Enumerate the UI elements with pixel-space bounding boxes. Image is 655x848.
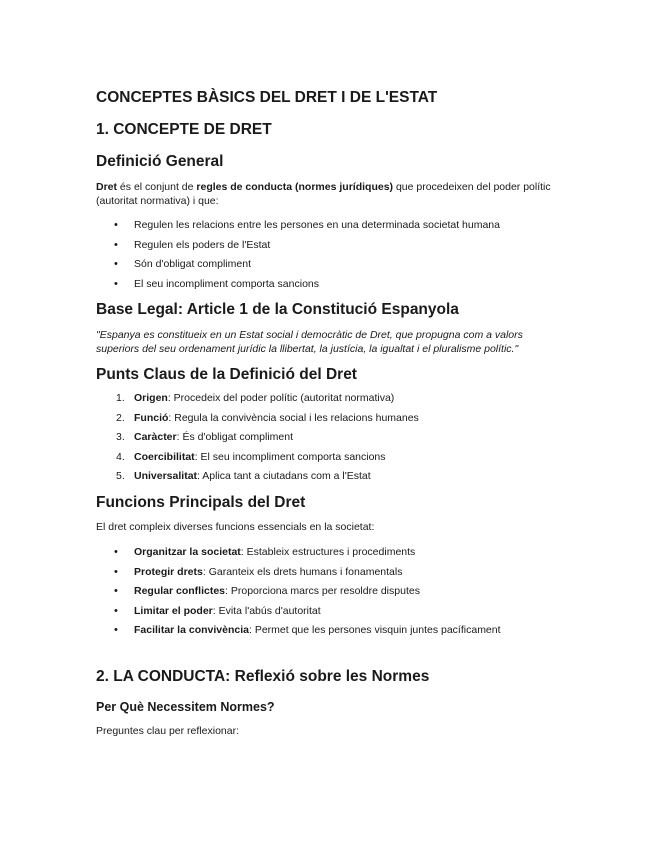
item-label: Limitar el poder <box>134 604 213 617</box>
section-1-heading: 1. CONCEPTE DE DRET <box>96 121 272 138</box>
definicio-bold: regles de conducta (normes jurídiques) <box>196 181 394 193</box>
item-text: : Permet que les persones visquin juntes pacíficament <box>248 624 501 636</box>
item-number: 5. <box>116 470 125 482</box>
item-label: Universalitat <box>134 470 198 482</box>
list-item <box>96 469 419 489</box>
funcions-list <box>96 545 501 643</box>
funcions-intro: El dret compleix diverses funcions essencials en la societat: <box>96 521 375 533</box>
item-label: Origen <box>134 392 168 404</box>
preguntes-intro: Preguntes clau per reflexionar: <box>96 725 239 737</box>
definicio-text-a: és el conjunt de <box>117 181 197 193</box>
item-label: Protegir drets <box>134 565 203 578</box>
item-label: Caràcter <box>134 431 177 443</box>
list-item <box>96 545 501 565</box>
item-number: 4. <box>116 450 125 463</box>
list-item <box>96 584 501 604</box>
list-item <box>96 411 419 431</box>
base-legal-heading: Base Legal: Article 1 de la Constitució Espanyola <box>96 301 459 318</box>
item-label: Facilitar la convivència <box>134 624 249 636</box>
item-text: : Aplica tant a ciutadans com a l'Estat <box>197 470 371 482</box>
list-item: • Regulen els poders de l'Estat <box>96 238 500 258</box>
constitution-quote: "Espanya es constitueix en un Estat social i democràtic de Dret, que propugna com a valors superiors del seu ordenament jurídic la llibertat, la justícia, la igualtat i el pluralisme polític." <box>96 329 523 355</box>
item-text: : Evita l'abús d'autoritat <box>212 604 321 617</box>
item-text: : Garanteix els drets humans i fonamentals <box>202 565 403 578</box>
item-label: Coercibilitat <box>134 450 195 463</box>
item-number: 1. <box>116 392 125 404</box>
list-item <box>96 430 419 450</box>
item-number: 3. <box>116 431 125 443</box>
item-label: Funció <box>134 411 169 424</box>
definicio-text-c: que procedeixen del poder polític (autoritat normativa) i que: <box>96 181 551 207</box>
term-dret: Dret <box>96 181 118 193</box>
list-item: • Són d'obligat compliment <box>96 257 500 277</box>
list-item <box>96 565 501 585</box>
list-item <box>96 450 419 470</box>
item-text: : Procedeix del poder polític (autoritat normativa) <box>167 392 395 404</box>
definicio-heading: Definició General <box>96 153 224 170</box>
per-que-heading: Per Què Necessitem Normes? <box>96 700 275 714</box>
definicio-paragraph <box>96 180 566 208</box>
punts-claus-heading: Punts Claus de la Definició del Dret <box>96 366 357 383</box>
definicio-list <box>96 218 500 296</box>
section-2-heading: 2. LA CONDUCTA: Reflexió sobre les Normes <box>96 668 430 685</box>
document-title: CONCEPTES BÀSICS DEL DRET I DE L'ESTAT <box>96 89 438 106</box>
list-item <box>96 623 501 643</box>
list-item: • El seu incompliment comporta sancions <box>96 277 500 297</box>
item-number: 2. <box>116 411 125 424</box>
list-item: • Regulen les relacions entre les persones en una determinada societat humana <box>96 218 500 238</box>
funcions-heading: Funcions Principals del Dret <box>96 494 306 511</box>
item-text: : Estableix estructures i procediments <box>240 546 416 558</box>
item-text: : És d'obligat compliment <box>176 431 294 443</box>
list-item <box>96 604 501 624</box>
item-text: : El seu incompliment comporta sancions <box>194 450 386 463</box>
punts-claus-list <box>96 391 419 489</box>
item-label: Regular conflictes <box>134 585 226 597</box>
item-text: : Regula la convivència social i les relacions humanes <box>168 411 419 424</box>
list-item <box>96 391 419 411</box>
item-label: Organitzar la societat <box>134 546 241 558</box>
item-text: : Proporciona marcs per resoldre disputes <box>225 585 420 597</box>
